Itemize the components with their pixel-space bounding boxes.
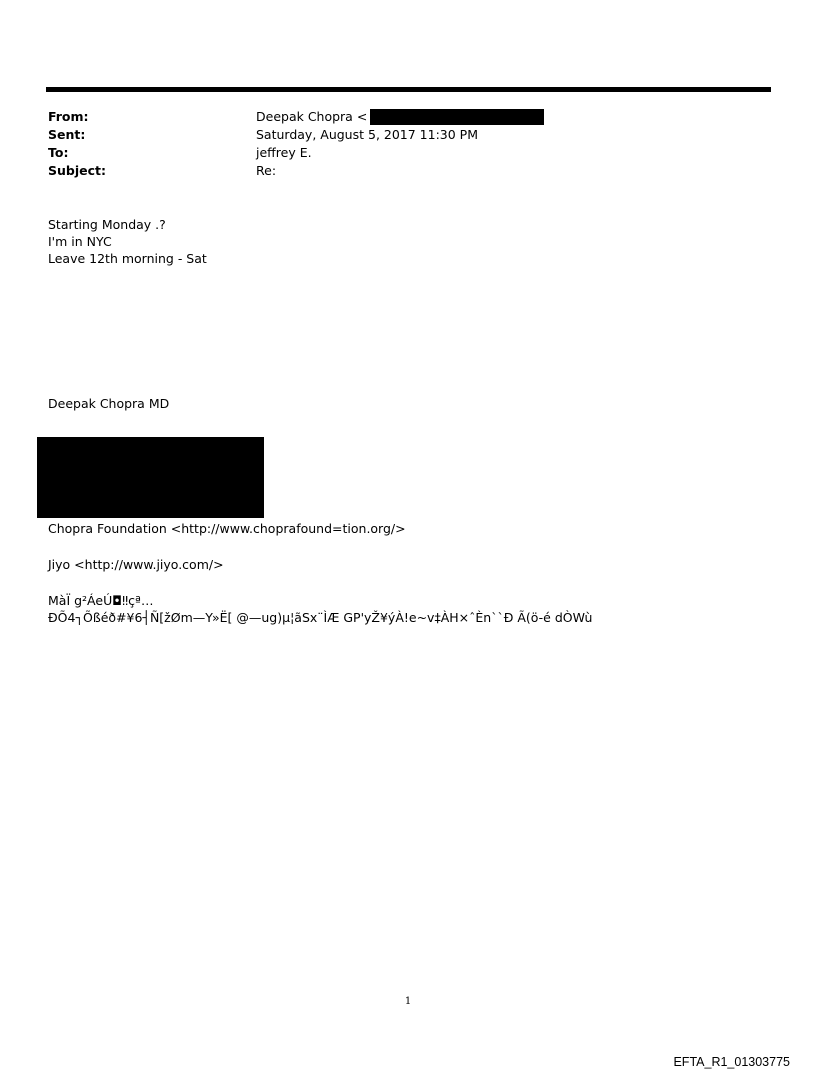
- subject-value: Re:: [256, 163, 277, 178]
- sent-label: Sent:: [48, 127, 86, 142]
- signature-name: Deepak Chopra MD: [48, 396, 170, 411]
- body-line: Leave 12th morning - Sat: [48, 251, 207, 266]
- jiyo-line: Jiyo <http://www.jiyo.com/>: [48, 557, 224, 572]
- page-number: 1: [404, 996, 412, 1007]
- header-divider: [46, 87, 771, 92]
- redacted-block: [37, 437, 264, 518]
- garbled-line: MàÏ g²ÁeÚ◘‼çª…: [48, 593, 154, 608]
- from-name: Deepak Chopra <: [256, 109, 368, 124]
- body-line: Starting Monday .?: [48, 217, 166, 232]
- from-label: From:: [48, 109, 89, 124]
- to-label: To:: [48, 145, 69, 160]
- sent-value: Saturday, August 5, 2017 11:30 PM: [256, 127, 478, 142]
- body-line: I'm in NYC: [48, 234, 112, 249]
- garbled-text: [48, 592, 592, 626]
- garbled-line: ÐÕ4┐Õßéð#¥6┤Ñ[žØm—Y»Ë[ @—ug)µ¦ãSx¨ÌÆ GP'yŽ¥ýÀ!e~v‡ÀH×ˆÈn``Ð Ã(ö-é dÒWù: [48, 610, 593, 625]
- foundation-line: Chopra Foundation <http://www.choprafound=tion.org/>: [48, 521, 406, 536]
- bates-number: EFTA_R1_01303775: [673, 1055, 790, 1069]
- redacted-email: [370, 109, 544, 125]
- message-body: [48, 216, 207, 267]
- from-value: [256, 108, 544, 126]
- to-value: jeffrey E.: [256, 145, 312, 160]
- subject-label: Subject:: [48, 163, 106, 178]
